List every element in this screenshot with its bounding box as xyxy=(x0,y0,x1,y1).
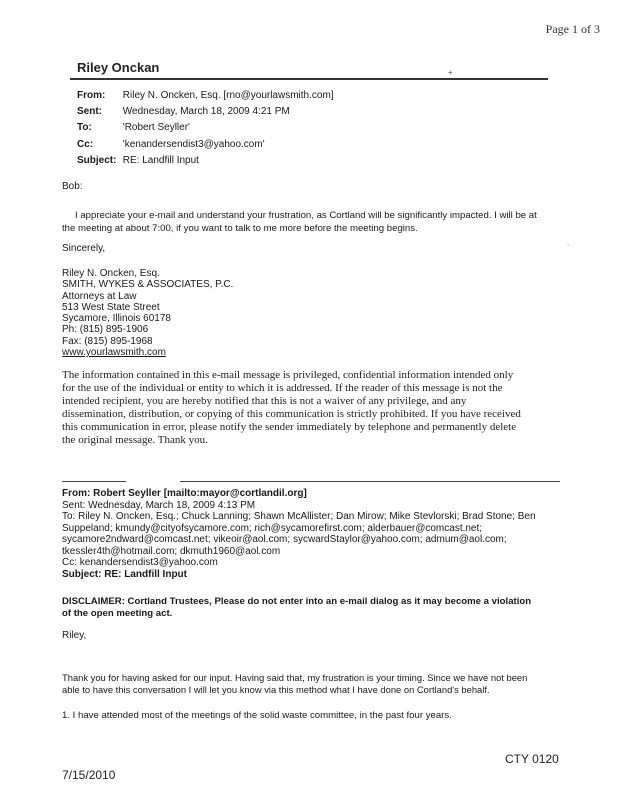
from-label: From: xyxy=(77,90,106,101)
forwarded-header xyxy=(62,488,536,580)
forwarded-sent: Sent: Wednesday, March 18, 2009 4:13 PM xyxy=(62,499,256,511)
bates-number: CTY 0120 xyxy=(505,752,559,766)
body-line: the meeting at about 7:00, if you want to talk to me more before the meeting begins. xyxy=(62,223,418,234)
greeting-2: Riley, xyxy=(62,630,87,641)
list-item: 1. I have attended most of the meetings of the solid waste committee, in the past four years. xyxy=(62,710,452,721)
sent-label: Sent: xyxy=(77,106,102,117)
subject-value: RE: Landfill Input xyxy=(122,155,199,166)
page-number: Page 1 of 3 xyxy=(545,22,600,36)
to-label: To: xyxy=(77,122,92,133)
confidentiality-line: The information contained in this e-mail message is privileged, confidential information intended only xyxy=(62,369,514,381)
separator-right xyxy=(180,481,560,482)
confidentiality-line: dissemination, distribution, or copying of this communication is strictly prohibited. If you have received xyxy=(62,408,521,420)
greeting: Bob: xyxy=(62,181,83,192)
signature-line: Attorneys at Law xyxy=(62,290,137,302)
signature-website: www.yourlawsmith.com xyxy=(62,347,166,359)
signature-block xyxy=(62,268,233,358)
signature-line: Riley N. Oncken, Esq. xyxy=(62,268,160,279)
from-value: Riley N. Oncken, Esq. [rno@yourlawsmith.com] xyxy=(122,90,334,101)
signature-line: 513 West State Street xyxy=(62,301,160,313)
sender-name: Riley Onckan xyxy=(77,60,160,75)
confidentiality-line: the original message. Thank you. xyxy=(62,434,208,446)
body-line: I appreciate your e-mail and understand your frustration, as Cortland will be significantly impacted. I will be at xyxy=(75,210,537,221)
sent-value: Wednesday, March 18, 2009 4:21 PM xyxy=(122,106,290,117)
forwarded-to-line: sycamore2ndward@comcast.net; vikeoir@aol.com; sycwardStaylor@yahoo.com; admum@aol.com; xyxy=(62,534,507,545)
body-2-line: able to have this conversation I will let you know via this method what I have done on Cortland's behalf. xyxy=(62,683,490,695)
body-2 xyxy=(62,672,527,695)
forwarded-to-line: Suppeland; kmundy@cityofsycamore.com; rich@sycamorefirst.com; alderbauer@comcast.net; xyxy=(62,522,483,534)
header-subject-row xyxy=(77,155,199,166)
header-sent-row xyxy=(77,106,290,117)
forwarded-from: From: Robert Seyller [mailto:mayor@cortlandil.org] xyxy=(62,488,307,499)
signature-line: Ph: (815) 895-1906 xyxy=(62,324,149,336)
forwarded-cc: Cc: kenandersendist3@yahoo.com xyxy=(62,557,218,568)
disclaimer-line: DISCLAIMER: Cortland Trustees, Please do not enter into an e-mail dialog as it may become a violation xyxy=(62,596,532,607)
header-cc-row xyxy=(77,139,265,150)
scan-speck: . xyxy=(567,238,570,247)
header-to-row xyxy=(77,122,190,133)
header-rule xyxy=(70,78,548,80)
confidentiality-notice xyxy=(62,369,521,447)
footer-date: 7/15/2010 xyxy=(62,768,116,782)
separator-left xyxy=(62,481,126,482)
subject-label: Subject: xyxy=(77,155,117,166)
body-2-line: Thank you for having asked for our input. Having said that, my frustration is your timing. Since we have not been xyxy=(62,672,528,683)
header-from-row xyxy=(77,90,334,101)
disclaimer-line: of the open meeting act. xyxy=(62,607,173,619)
forwarded-to-line: To: Riley N. Oncken, Esq.; Chuck Lanning; Shawn McAllister; Dan Mirow; Mike Stevlorski; Brad Stone; Ben xyxy=(62,511,536,522)
to-value: 'Robert Seyller' xyxy=(122,122,190,133)
scan-speck: + xyxy=(448,68,453,77)
signature-line: Fax: (815) 895-1968 xyxy=(62,335,153,347)
signature-line: SMITH, WYKES & ASSOCIATES, P.C. xyxy=(62,279,234,291)
confidentiality-line: intended recipient, you are hereby notified that this is not a waiver of any privilege, and any xyxy=(62,395,467,407)
cc-value: 'kenandersendist3@yahoo.com' xyxy=(122,139,265,150)
forwarded-subject: Subject: RE: Landfill Input xyxy=(62,568,187,580)
confidentiality-line: for the use of the individual or entity to which it is addressed. If the reader of this message is not the xyxy=(62,382,503,394)
cc-label: Cc: xyxy=(77,139,94,150)
closing: Sincerely, xyxy=(62,243,106,254)
confidentiality-line: this communication in error, please notify the sender immediately by telephone and permanently delete xyxy=(62,421,517,433)
disclaimer xyxy=(62,596,531,619)
forwarded-to-line: tkessler4th@hotmail.com; dkmuth1960@aol.com xyxy=(62,545,281,557)
signature-line: Sycamore, Illinois 60178 xyxy=(62,313,171,325)
